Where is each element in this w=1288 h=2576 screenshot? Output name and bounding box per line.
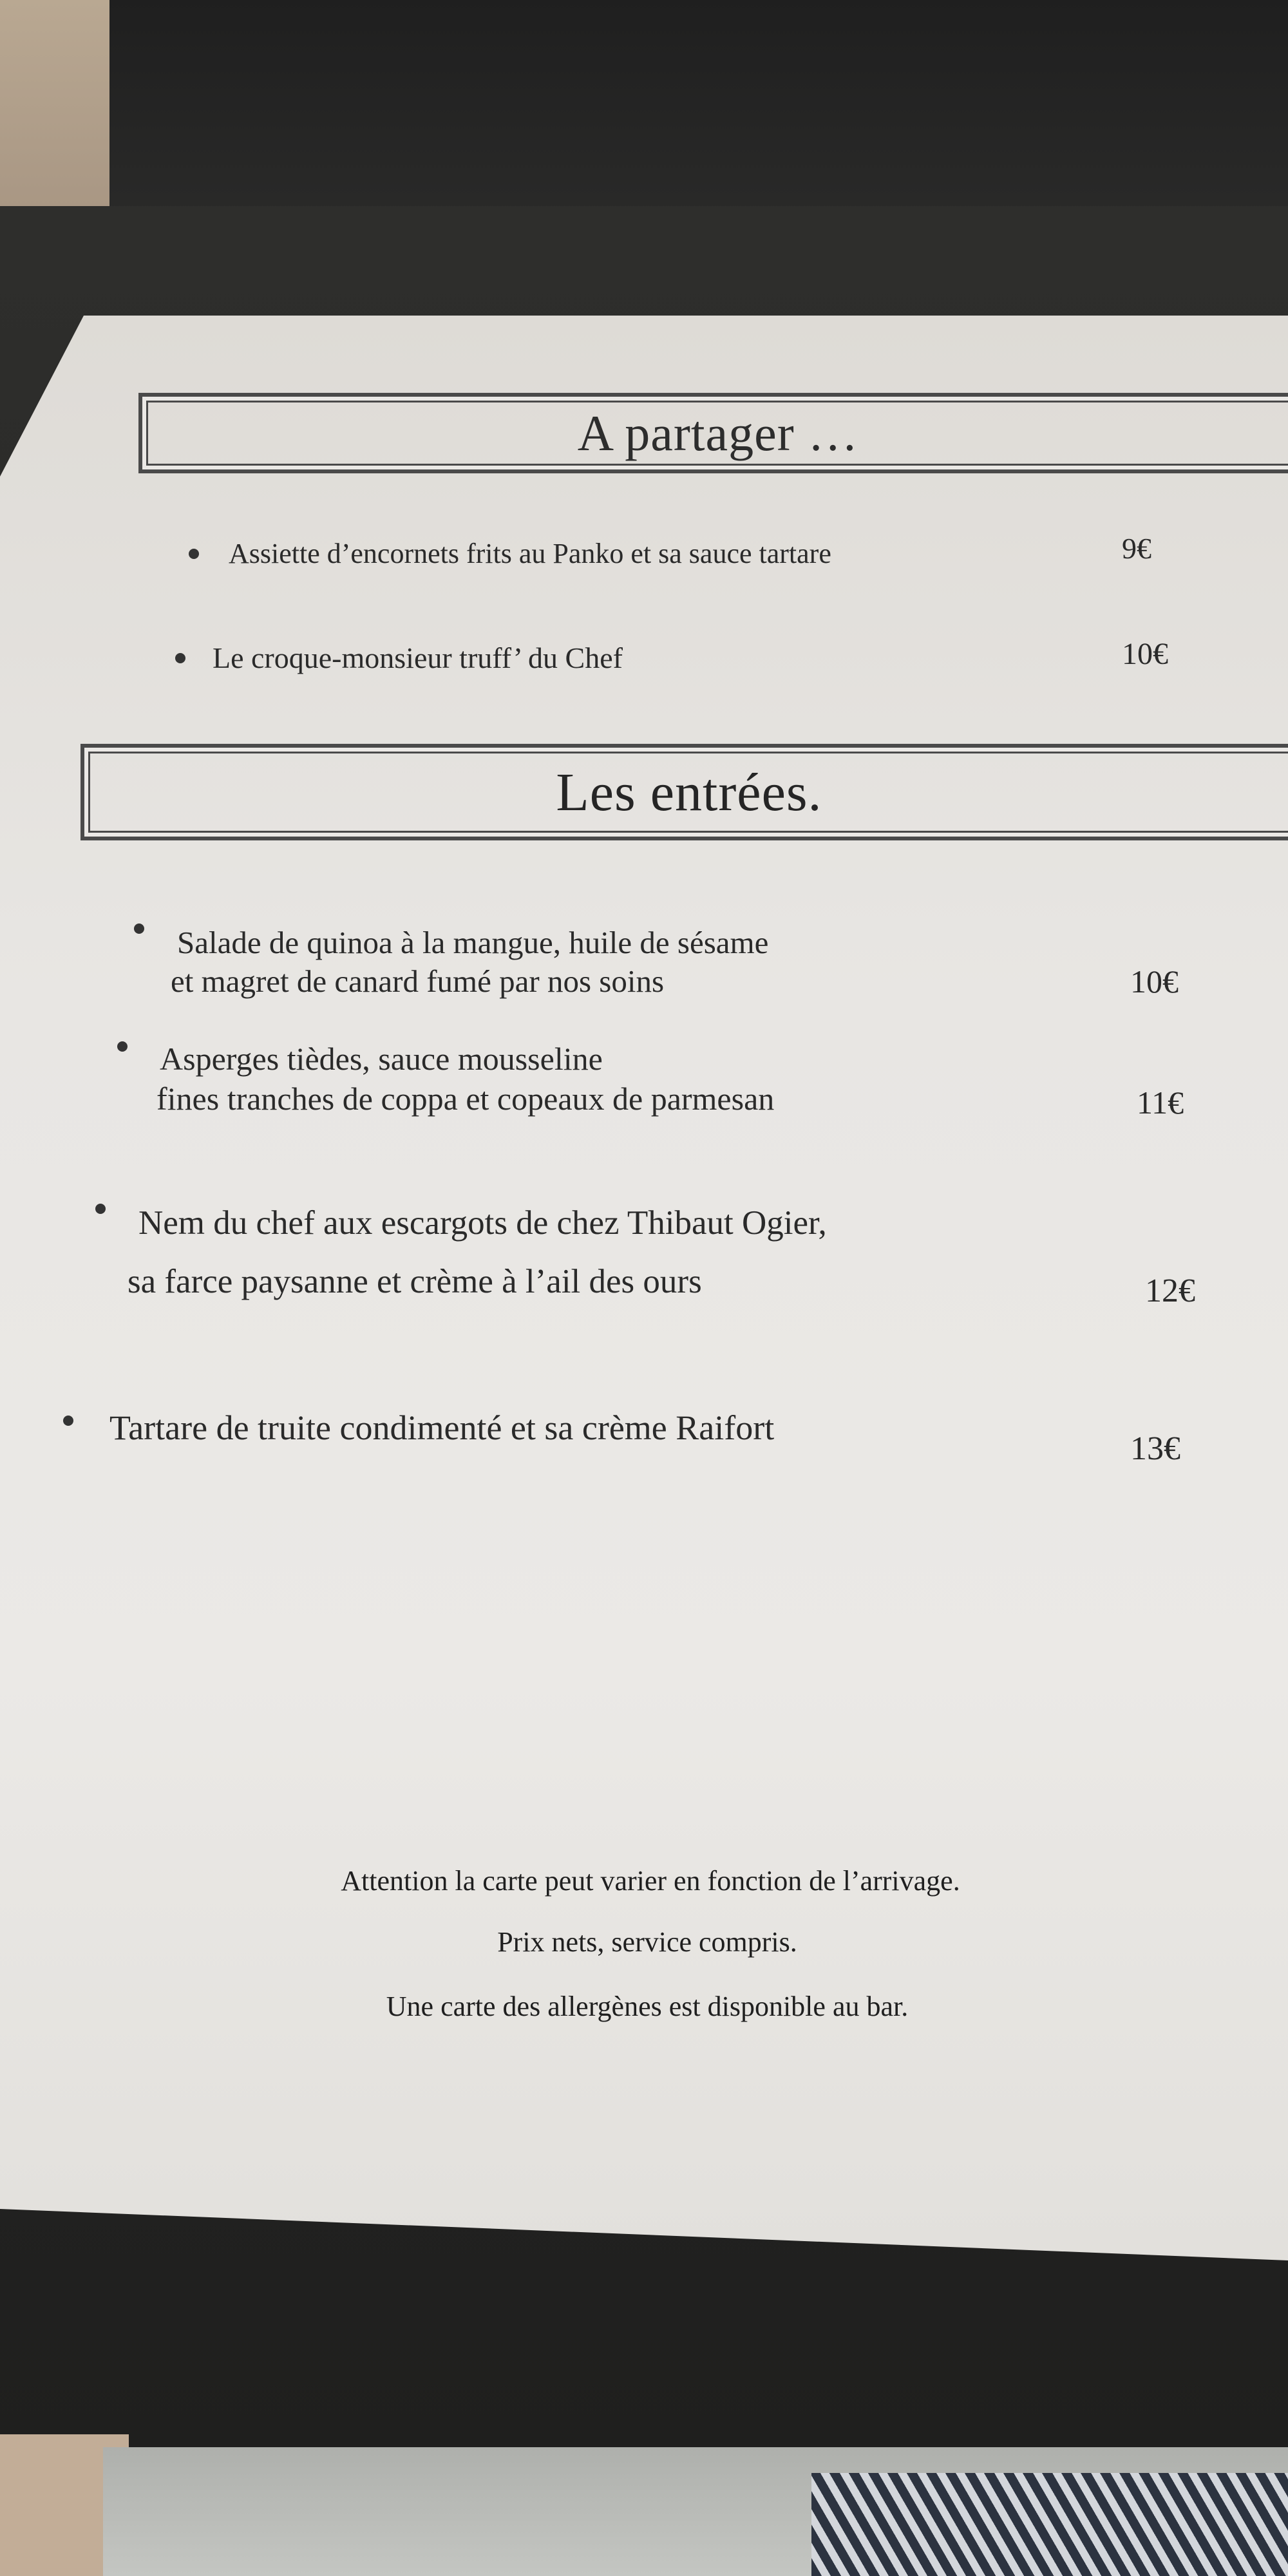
footer-note-prix: Prix nets, service compris.: [497, 1926, 797, 1958]
section-title-partager: A partager …: [577, 404, 859, 461]
menu-item-price: 10€: [1122, 637, 1168, 671]
binder-back: [109, 0, 1288, 219]
menu-item-price: 13€: [1130, 1430, 1180, 1467]
footer-note-allergenes: Une carte des allergènes est disponible au bar.: [386, 1991, 909, 2022]
menu-item-asperges-line1: Asperges tièdes, sauce mousseline: [160, 1041, 603, 1077]
section-header-entrees: [80, 744, 1288, 840]
menu-item-encornets: Assiette d’encornets frits au Panko et sa sauce tartare: [229, 538, 831, 569]
menu-item-price: 11€: [1137, 1084, 1184, 1121]
menu-item-price: 12€: [1145, 1273, 1195, 1309]
bullet-icon: [63, 1416, 73, 1426]
menu-item-nem-line2: sa farce paysanne et crème à l’ail des ours: [128, 1263, 702, 1300]
menu-item-salade-quinoa-line1: Salade de quinoa à la mangue, huile de sésame: [177, 925, 769, 960]
bullet-icon: [175, 653, 185, 663]
bullet-icon: [189, 549, 199, 559]
bullet-icon: [134, 923, 144, 934]
menu-item-croque-monsieur: Le croque-monsieur truff’ du Chef: [213, 641, 623, 674]
bullet-icon: [95, 1204, 106, 1214]
section-header-partager: [138, 393, 1288, 473]
menu-item-price: 9€: [1122, 532, 1151, 565]
footer-note-arrivage: Attention la carte peut varier en fonction de l’arrivage.: [341, 1865, 960, 1897]
menu-item-asperges-line2: fines tranches de coppa et copeaux de parmesan: [156, 1081, 775, 1117]
bullet-icon: [117, 1041, 128, 1052]
menu-item-salade-quinoa-line2: et magret de canard fumé par nos soins: [171, 963, 665, 999]
section-title-entrees: Les entrées.: [556, 762, 822, 822]
menu-item-price: 10€: [1130, 963, 1179, 999]
menu-item-nem-line1: Nem du chef aux escargots de chez Thibaut Ogier,: [138, 1204, 827, 1242]
menu-item-tartare-truite: Tartare de truite condimenté et sa crème Raifort: [109, 1408, 775, 1447]
striped-cloth: [811, 2473, 1288, 2576]
